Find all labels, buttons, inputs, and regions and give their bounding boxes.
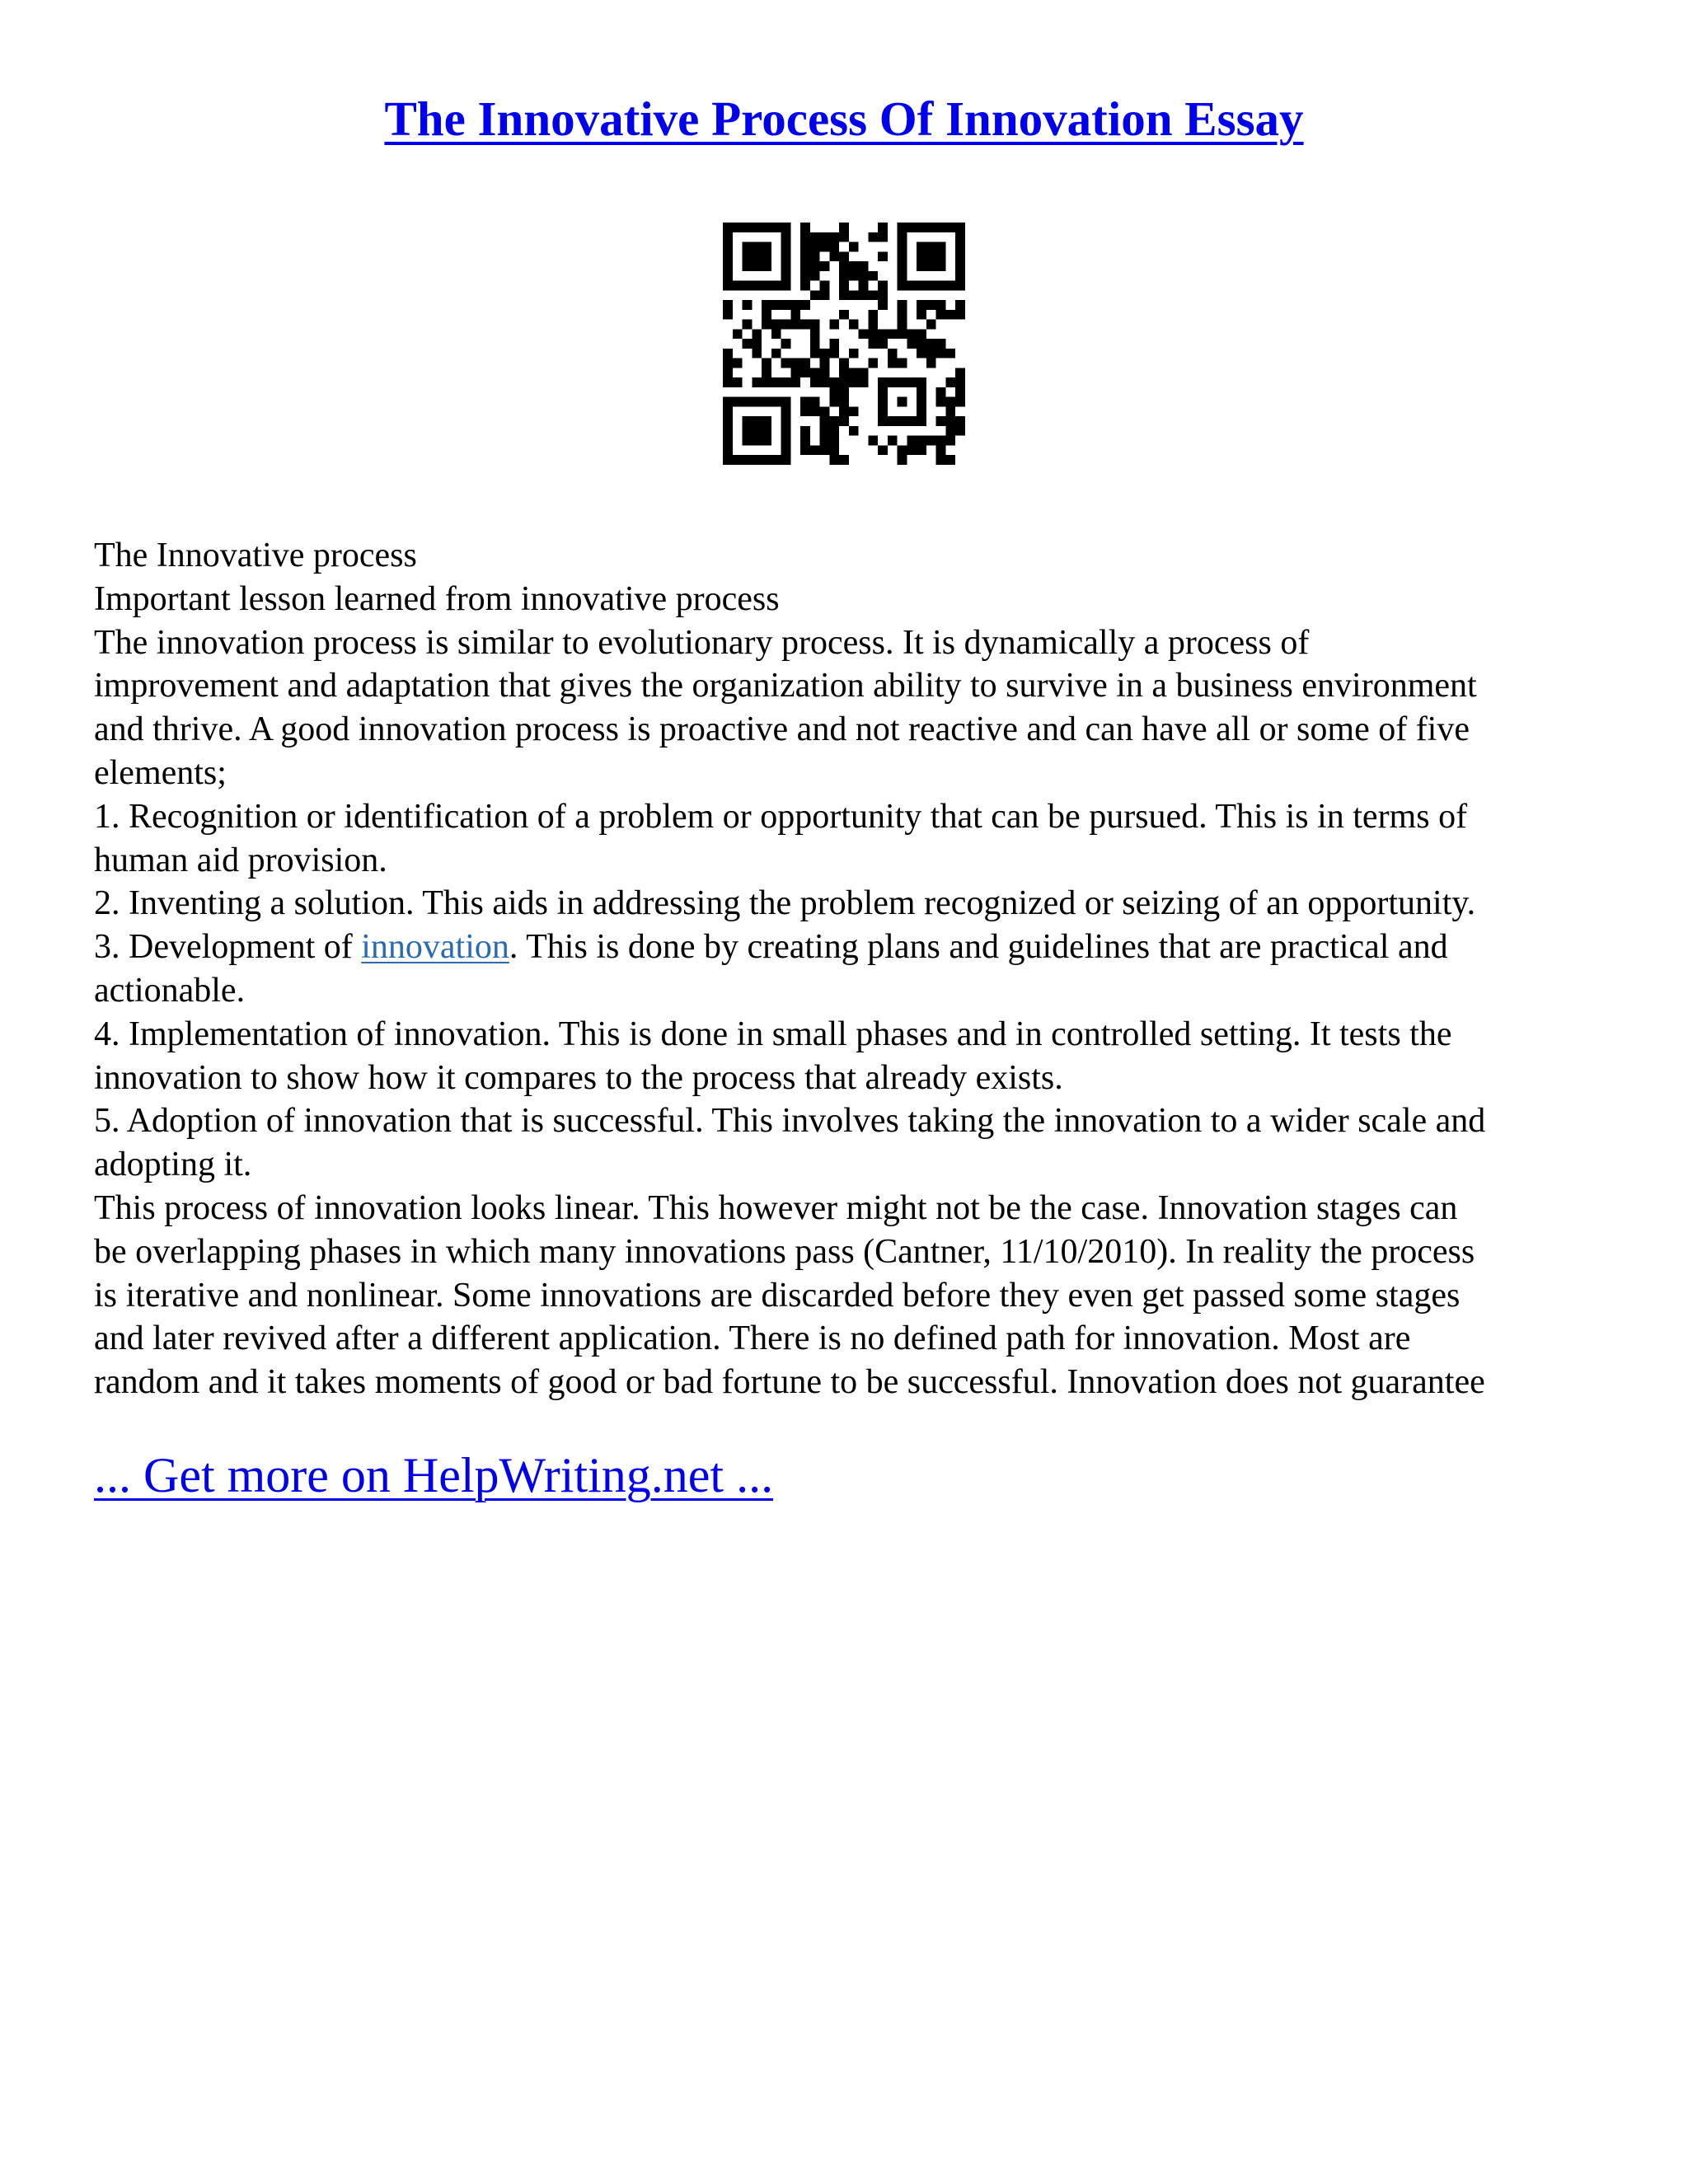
list-item-4-cont: innovation to show how it compares to the process that already exists. [94,1058,1063,1097]
list-item-3 [94,926,1611,969]
qr-code-icon [723,223,965,465]
section-subheading: Important lesson learned from innovative process [94,579,780,618]
list-item-3-cont: actionable. [94,971,246,1010]
title-link[interactable]: The Innovative Process Of Innovation Essay [384,91,1304,146]
list-item-5: 5. Adoption of innovation that is successful. This involves taking the innovation to a wider scale and [94,1102,1486,1141]
list-item-1-cont: human aid provision. [94,841,387,879]
intro-line: The innovation process is similar to evolutionary process. It is dynamically a process of [94,623,1310,662]
closing-line: and later revived after a different application. There is no defined path for innovation. Most are [94,1319,1411,1358]
closing-line: random and it takes moments of good or bad fortune to be successful. Innovation does not guarantee [94,1363,1485,1402]
list-item-1: 1. Recognition or identification of a problem or opportunity that can be pursued. This is in terms of [94,797,1468,836]
section-heading: The Innovative process [94,537,417,574]
essay-body [94,534,1611,1404]
list-item-2: 2. Inventing a solution. This aids in addressing the problem recognized or seizing of an opportunity. [94,884,1476,923]
list-item-3-prefix: 3. Development of [94,928,362,967]
list-item-3-suffix: . This is done by creating plans and guidelines that are practical and [509,928,1448,967]
closing-line: This process of innovation looks linear. This however might not be the case. Innovation stages can [94,1188,1458,1227]
closing-line: be overlapping phases in which many innovations pass (Cantner, 11/10/2010). In reality the process [94,1232,1475,1271]
intro-line: and thrive. A good innovation process is proactive and not reactive and can have all or some of five [94,710,1470,749]
get-more-link[interactable]: ... Get more on HelpWriting.net ... [94,1448,774,1502]
innovation-link[interactable]: innovation [361,928,509,967]
intro-line: improvement and adaptation that gives the organization ability to survive in a business environment [94,667,1477,705]
list-item-5-cont: adopting it. [94,1146,252,1184]
list-item-4: 4. Implementation of innovation. This is done in small phases and in controlled setting. It tests the [94,1015,1452,1053]
intro-line: elements; [94,753,227,792]
closing-line: is iterative and nonlinear. Some innovations are discarded before they even get passed some stages [94,1276,1461,1315]
